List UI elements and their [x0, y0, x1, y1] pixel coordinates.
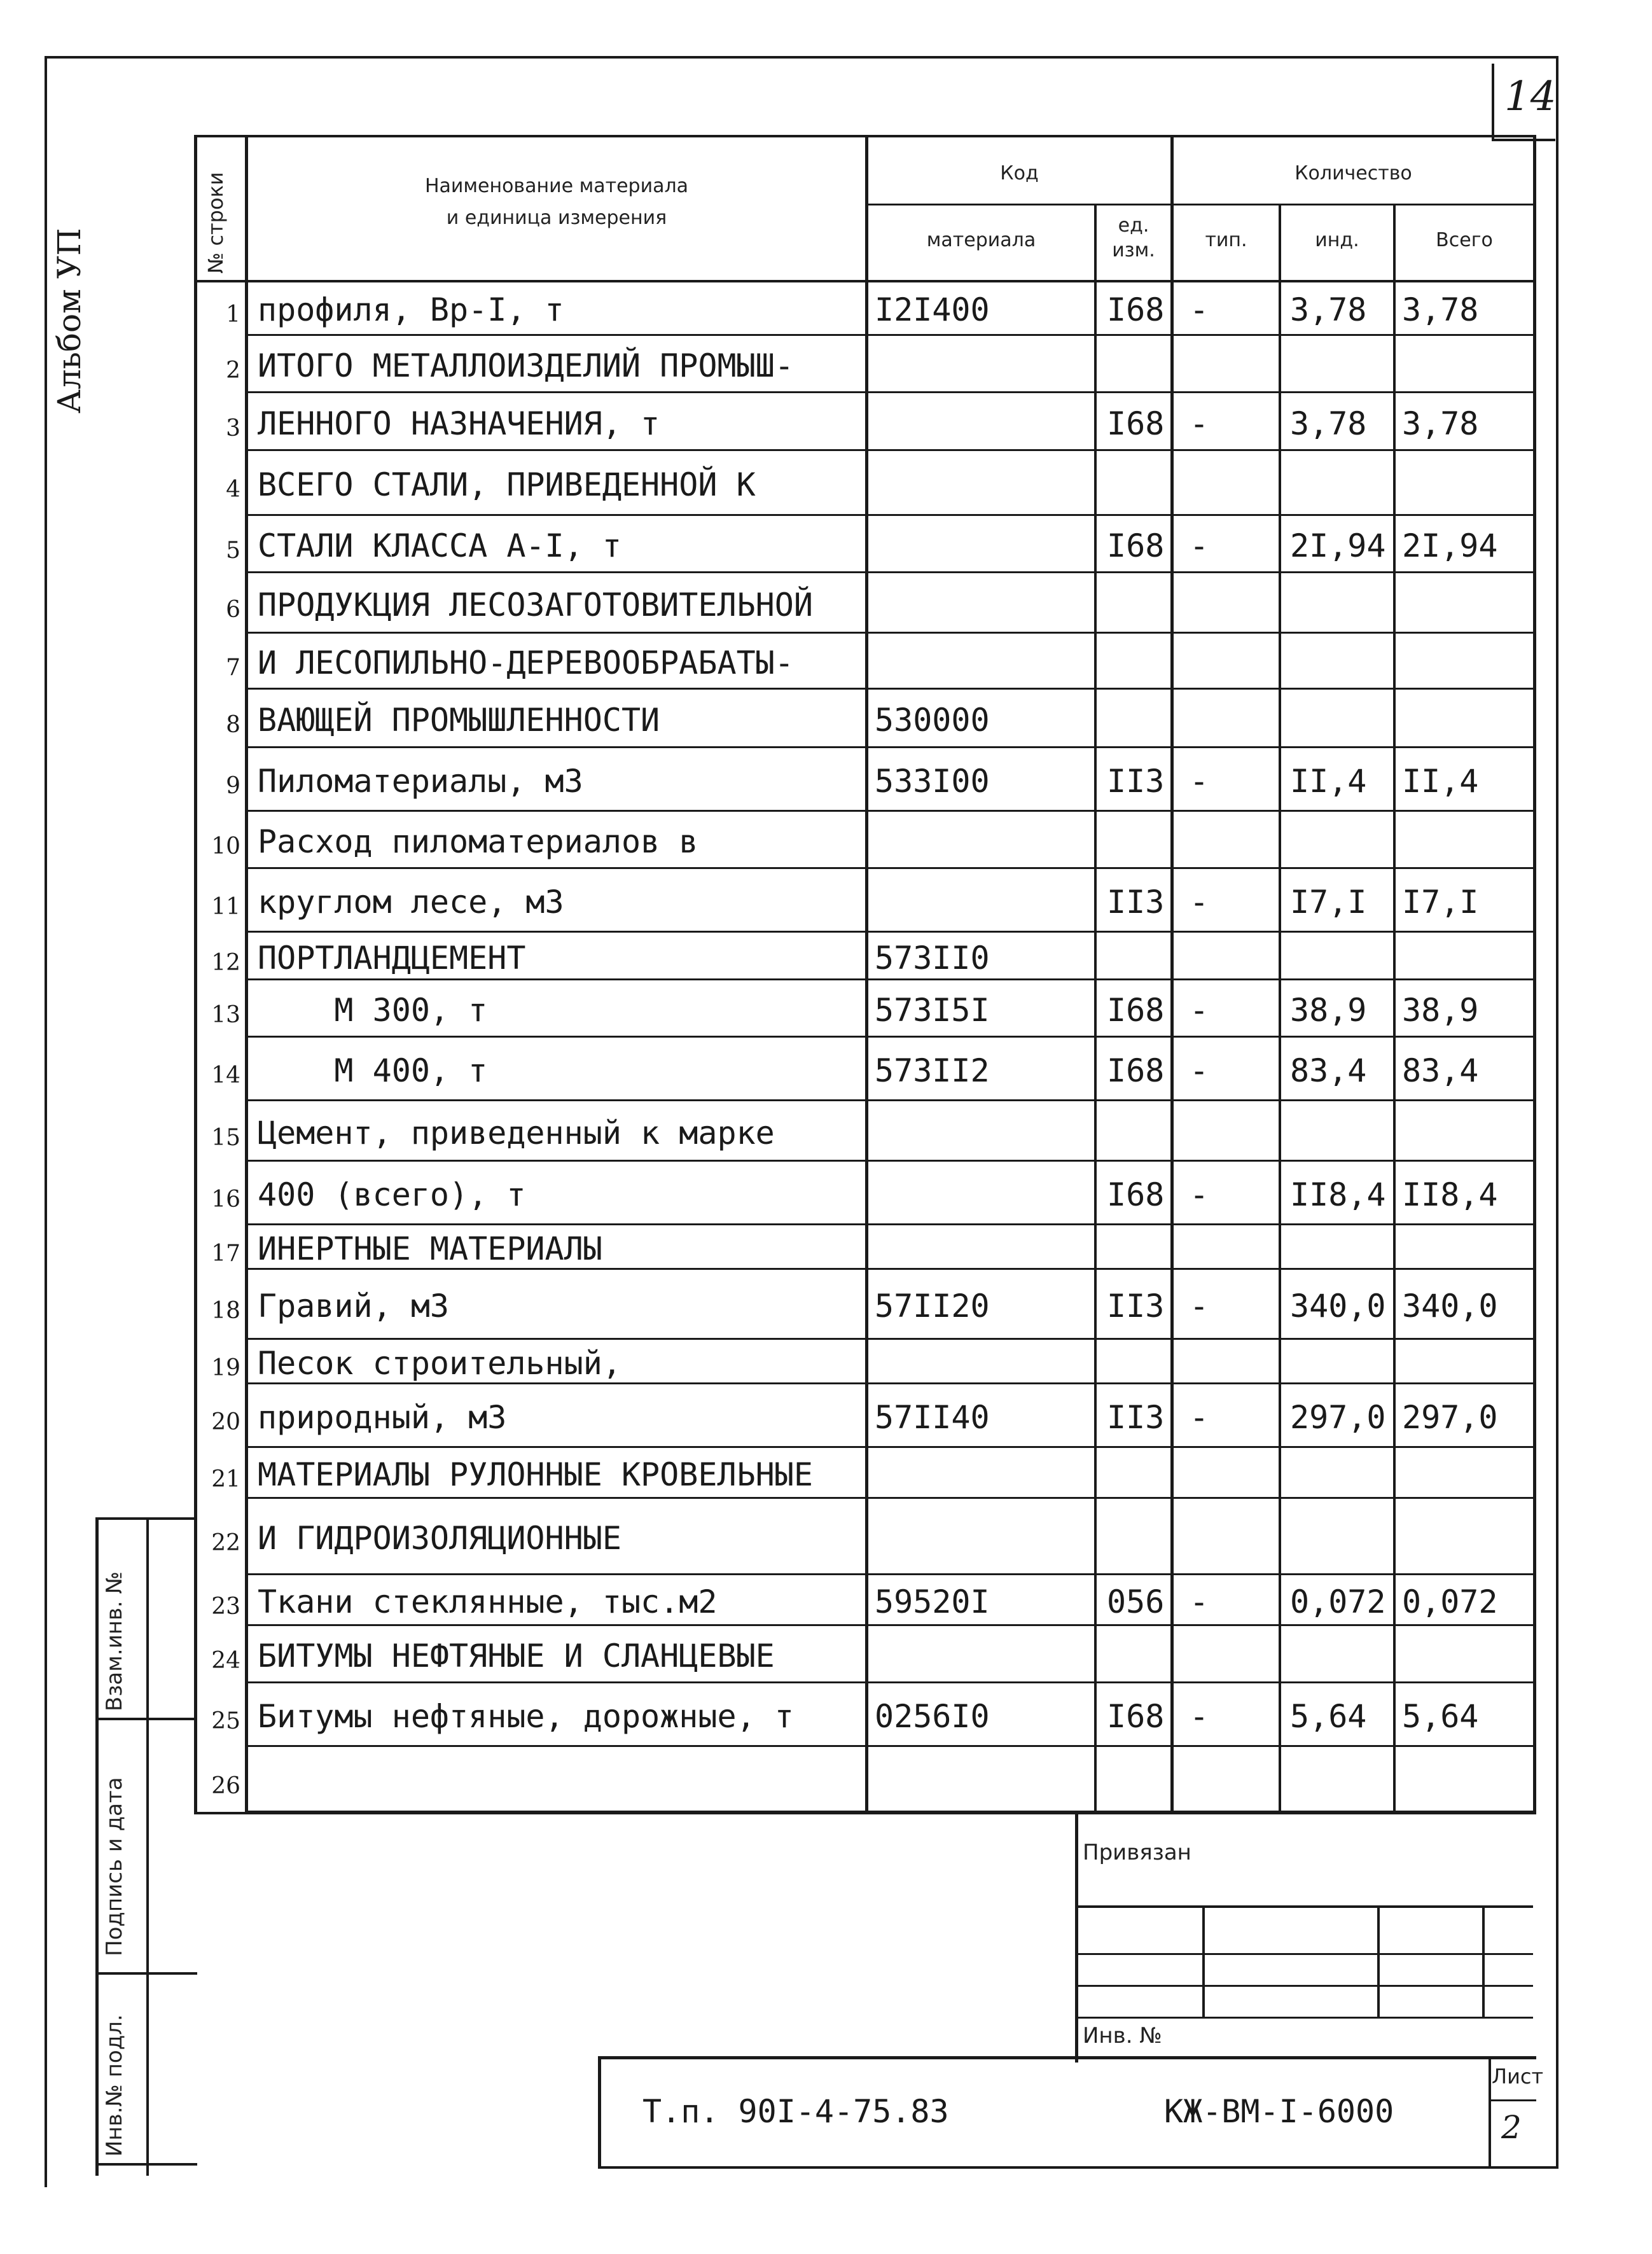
- header-code-unit: ед. изм.: [1112, 214, 1155, 261]
- row-number: 8: [226, 712, 240, 738]
- cell-total: 3,78: [1402, 405, 1479, 442]
- cell-name: Пиломатериалы, м3: [258, 763, 583, 800]
- cell-typ: -: [1190, 405, 1209, 442]
- row-divider: [245, 1160, 1535, 1162]
- header-row-number: № строки: [204, 172, 228, 274]
- stamp-privyazan: Привязан: [1083, 1840, 1191, 1865]
- cell-code: 573II0: [875, 939, 990, 977]
- cell-typ: -: [1190, 291, 1209, 328]
- cell-unit: II3: [1107, 884, 1165, 921]
- row-divider: [245, 632, 1535, 634]
- cell-name: М 400, т: [258, 1052, 488, 1089]
- cell-total: II,4: [1402, 763, 1479, 800]
- cell-ind: 38,9: [1290, 992, 1367, 1029]
- row-divider: [245, 1099, 1535, 1101]
- cell-name: ВАЮЩЕЙ ПРОМЫШЛЕННОСТИ: [258, 702, 660, 739]
- cell-total: I7,I: [1402, 884, 1479, 921]
- cell-name: ВСЕГО СТАЛИ, ПРИВЕДЕННОЙ К: [258, 466, 756, 503]
- cell-typ: -: [1190, 1288, 1209, 1325]
- cell-unit: I68: [1107, 1052, 1165, 1089]
- frame-left: [45, 56, 47, 2187]
- cell-typ: -: [1190, 1698, 1209, 1735]
- row-divider: [245, 391, 1535, 393]
- row-divider: [245, 1223, 1535, 1225]
- cell-name: Ткани стеклянные, тыс.м2: [258, 1583, 718, 1620]
- cell-code: 0256I0: [875, 1698, 990, 1735]
- row-divider: [245, 1036, 1535, 1038]
- cell-ind: 3,78: [1290, 291, 1367, 328]
- cell-code: 59520I: [875, 1583, 990, 1620]
- cell-ind: 0,072: [1290, 1583, 1386, 1620]
- row-number: 26: [211, 1772, 240, 1799]
- cell-unit: II3: [1107, 763, 1165, 800]
- row-divider: [245, 810, 1535, 812]
- cell-total: 5,64: [1402, 1698, 1479, 1735]
- cell-total: 2I,94: [1402, 527, 1498, 564]
- header-qty-typ: тип.: [1205, 229, 1247, 251]
- row-number: 2: [226, 358, 240, 384]
- row-number: 23: [211, 1594, 240, 1620]
- row-number: 21: [211, 1466, 240, 1492]
- cell-name: природный, м3: [258, 1399, 507, 1436]
- cell-code: I2I400: [875, 291, 990, 328]
- cell-name: И ЛЕСОПИЛЬНО-ДЕРЕВООБРАБАТЫ-: [258, 644, 794, 681]
- row-number: 4: [226, 477, 240, 503]
- cell-ind: 297,0: [1290, 1399, 1386, 1436]
- cell-name: БИТУМЫ НЕФТЯНЫЕ И СЛАНЦЕВЫЕ: [258, 1638, 775, 1674]
- cell-unit: I68: [1107, 992, 1165, 1029]
- row-divider: [245, 1681, 1535, 1683]
- row-divider: [245, 867, 1535, 869]
- cell-name: И ГИДРОИЗОЛЯЦИОННЫЕ: [258, 1520, 621, 1557]
- row-number: 22: [211, 1530, 240, 1556]
- row-number: 3: [226, 415, 240, 442]
- row-divider: [245, 514, 1535, 516]
- cell-code: 573I5I: [875, 992, 990, 1029]
- cell-unit: I68: [1107, 405, 1165, 442]
- cell-name: профиля, Вр-I, т: [258, 291, 564, 328]
- side-vzam-inv: Взам.инв. №: [102, 1571, 127, 1711]
- cell-total: 83,4: [1402, 1052, 1479, 1089]
- row-number: 24: [211, 1648, 240, 1674]
- row-number: 9: [226, 773, 240, 799]
- cell-ind: 2I,94: [1290, 527, 1386, 564]
- cell-name: ПРОДУКЦИЯ ЛЕСОЗАГОТОВИТЕЛЬНОЙ: [258, 586, 813, 623]
- stamp-inv-no: Инв. №: [1083, 2023, 1162, 2049]
- row-divider: [245, 571, 1535, 573]
- cell-ind: II,4: [1290, 763, 1367, 800]
- row-divider: [245, 931, 1535, 933]
- cell-total: 3,78: [1402, 291, 1479, 328]
- row-divider: [245, 978, 1535, 980]
- row-number: 25: [211, 1708, 240, 1734]
- cell-typ: -: [1190, 1399, 1209, 1436]
- row-number: 13: [211, 1002, 240, 1028]
- row-divider: [245, 1382, 1535, 1384]
- cell-name: МАТЕРИАЛЫ РУЛОННЫЕ КРОВЕЛЬНЫЕ: [258, 1456, 813, 1493]
- page-box-left: [1492, 64, 1494, 140]
- header-qty-ind: инд.: [1315, 229, 1359, 251]
- cell-name: Битумы нефтяные, дорожные, т: [258, 1698, 794, 1735]
- row-number: 6: [226, 596, 240, 623]
- cell-name: Цемент, приведенный к марке: [258, 1114, 775, 1151]
- cell-name: 400 (всего), т: [258, 1176, 526, 1213]
- row-number: 5: [226, 538, 240, 564]
- cell-typ: -: [1190, 1052, 1209, 1089]
- row-divider: [245, 1497, 1535, 1499]
- side-podpis-data: Подпись и дата: [102, 1777, 127, 1956]
- row-divider: [245, 1338, 1535, 1340]
- row-divider: [245, 1811, 1535, 1812]
- row-number: 17: [211, 1241, 240, 1267]
- header-quantity: Количество: [1295, 162, 1412, 184]
- cell-name: Расход пиломатериалов в: [258, 823, 698, 860]
- cell-name: ИНЕРТНЫЕ МАТЕРИАЛЫ: [258, 1230, 602, 1267]
- cell-unit: I68: [1107, 291, 1165, 328]
- cell-typ: -: [1190, 1176, 1209, 1213]
- row-divider: [245, 688, 1535, 690]
- stamp-sheet-label: Лист: [1492, 2064, 1544, 2089]
- row-number: 14: [211, 1062, 240, 1089]
- cell-typ: -: [1190, 992, 1209, 1029]
- row-number: 20: [211, 1409, 240, 1435]
- cell-unit: II3: [1107, 1399, 1165, 1436]
- cell-name: СТАЛИ КЛАССА А-I, т: [258, 527, 621, 564]
- cell-ind: 83,4: [1290, 1052, 1367, 1089]
- cell-total: 340,0: [1402, 1288, 1498, 1325]
- row-divider: [245, 1573, 1535, 1575]
- cell-total: 0,072: [1402, 1583, 1498, 1620]
- row-divider: [245, 1268, 1535, 1270]
- stamp-sheet-number: 2: [1501, 2109, 1522, 2146]
- cell-total: 297,0: [1402, 1399, 1498, 1436]
- cell-ind: 3,78: [1290, 405, 1367, 442]
- row-divider: [245, 449, 1535, 451]
- row-number: 12: [211, 949, 240, 976]
- cell-code: 533I00: [875, 763, 990, 800]
- cell-ind: I7,I: [1290, 884, 1367, 921]
- cell-code: 57II40: [875, 1399, 990, 1436]
- row-divider: [245, 1624, 1535, 1626]
- cell-ind: II8,4: [1290, 1176, 1386, 1213]
- cell-code: 530000: [875, 702, 990, 739]
- cell-unit: I68: [1107, 1176, 1165, 1213]
- row-number: 7: [226, 655, 240, 681]
- cell-unit: 056: [1107, 1583, 1165, 1620]
- side-inv-podl: Инв.№ подл.: [102, 2014, 127, 2157]
- cell-name: круглом лесе, м3: [258, 884, 564, 921]
- cell-name: М 300, т: [258, 992, 488, 1029]
- frame-top: [45, 56, 1558, 59]
- page-box-bottom: [1492, 139, 1555, 141]
- cell-name: ИТОГО МЕТАЛЛОИЗДЕЛИЙ ПРОМЫШ-: [258, 347, 794, 384]
- row-number: 1: [226, 301, 240, 328]
- header-name-line2: и единица измерения: [446, 207, 667, 229]
- cell-name: ЛЕННОГО НАЗНАЧЕНИЯ, т: [258, 405, 660, 442]
- cell-total: 38,9: [1402, 992, 1479, 1029]
- header-code: Код: [1000, 162, 1039, 184]
- page-number: 14: [1504, 73, 1557, 120]
- cell-code: 573II2: [875, 1052, 990, 1089]
- cell-unit: I68: [1107, 1698, 1165, 1735]
- cell-name: ПОРТЛАНДЦЕМЕНТ: [258, 939, 526, 977]
- cell-typ: -: [1190, 527, 1209, 564]
- row-number: 16: [211, 1186, 240, 1213]
- cell-unit: I68: [1107, 527, 1165, 564]
- header-qty-total: Всего: [1436, 229, 1493, 251]
- album-label: Альбом УП: [51, 228, 88, 414]
- cell-ind: 340,0: [1290, 1288, 1386, 1325]
- header-name-line1: Наименование материала: [424, 175, 689, 197]
- row-number: 19: [211, 1355, 240, 1381]
- cell-typ: -: [1190, 884, 1209, 921]
- frame-right: [1556, 56, 1558, 2168]
- row-divider: [245, 1745, 1535, 1747]
- cell-code: 57II20: [875, 1288, 990, 1325]
- cell-typ: -: [1190, 763, 1209, 800]
- cell-unit: II3: [1107, 1288, 1165, 1325]
- header-code-material: материала: [926, 229, 1036, 251]
- stamp-doc-code: Т.п. 90I-4-75.83: [642, 2093, 949, 2130]
- cell-typ: -: [1190, 1583, 1209, 1620]
- row-divider: [245, 746, 1535, 748]
- row-divider: [245, 334, 1535, 336]
- cell-name: Гравий, м3: [258, 1288, 450, 1325]
- cell-ind: 5,64: [1290, 1698, 1367, 1735]
- row-number: 11: [211, 894, 240, 920]
- cell-name: Песок строительный,: [258, 1345, 621, 1382]
- row-divider: [245, 1446, 1535, 1448]
- row-number: 18: [211, 1298, 240, 1324]
- cell-total: II8,4: [1402, 1176, 1498, 1213]
- row-number: 15: [211, 1124, 240, 1151]
- row-number: 10: [211, 833, 240, 859]
- stamp-doc-mark: КЖ-ВМ-I-6000: [1164, 2093, 1394, 2130]
